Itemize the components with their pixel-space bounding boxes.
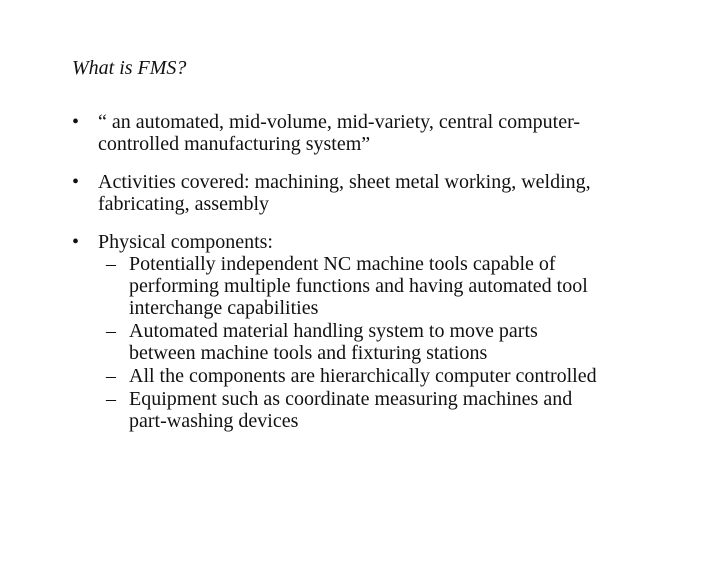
bullet-line: Activities covered: machining, sheet metal working, welding, — [98, 171, 591, 193]
bullet-line: Physical components: — [98, 231, 273, 253]
sub-bullet-line: performing multiple functions and having automated tool — [129, 275, 588, 297]
bullet-text — [98, 171, 662, 215]
bullet-item-activities — [72, 171, 662, 215]
sub-bullet-line: part-washing devices — [129, 410, 299, 432]
sub-bullet-item-material-handling — [106, 320, 662, 364]
bullet-text — [98, 231, 662, 253]
sub-bullet-line: Equipment such as coordinate measuring machines and — [129, 388, 573, 410]
bullet-list — [72, 111, 662, 432]
slide-title: What is FMS? — [72, 57, 187, 79]
sub-bullet-list — [106, 253, 662, 432]
sub-bullet-item-nc-machine-tools — [106, 253, 662, 319]
bullet-marker: • — [72, 231, 80, 253]
bullet-marker: • — [72, 111, 80, 133]
bullet-item-definition — [72, 111, 662, 155]
sub-bullet-marker: – — [106, 253, 116, 275]
bullet-line: controlled manufacturing system” — [98, 133, 371, 155]
sub-bullet-line: All the components are hierarchically computer controlled — [129, 365, 597, 387]
sub-bullet-item-computer-controlled — [106, 365, 662, 387]
bullet-text — [98, 111, 662, 155]
bullet-line: “ an automated, mid-volume, mid-variety, central computer- — [98, 111, 581, 133]
sub-bullet-marker: – — [106, 320, 116, 342]
sub-bullet-line: between machine tools and fixturing stations — [129, 342, 488, 364]
bullet-item-physical-components — [72, 231, 662, 432]
bullet-marker: • — [72, 171, 80, 193]
bullet-line: fabricating, assembly — [98, 193, 270, 215]
sub-bullet-marker: – — [106, 365, 116, 387]
sub-bullet-line: Potentially independent NC machine tools capable of — [129, 253, 556, 275]
sub-bullet-line: Automated material handling system to move parts — [129, 320, 538, 342]
sub-bullet-item-measuring-equipment — [106, 388, 662, 432]
sub-bullet-marker: – — [106, 388, 116, 410]
sub-bullet-line: interchange capabilities — [129, 297, 319, 319]
